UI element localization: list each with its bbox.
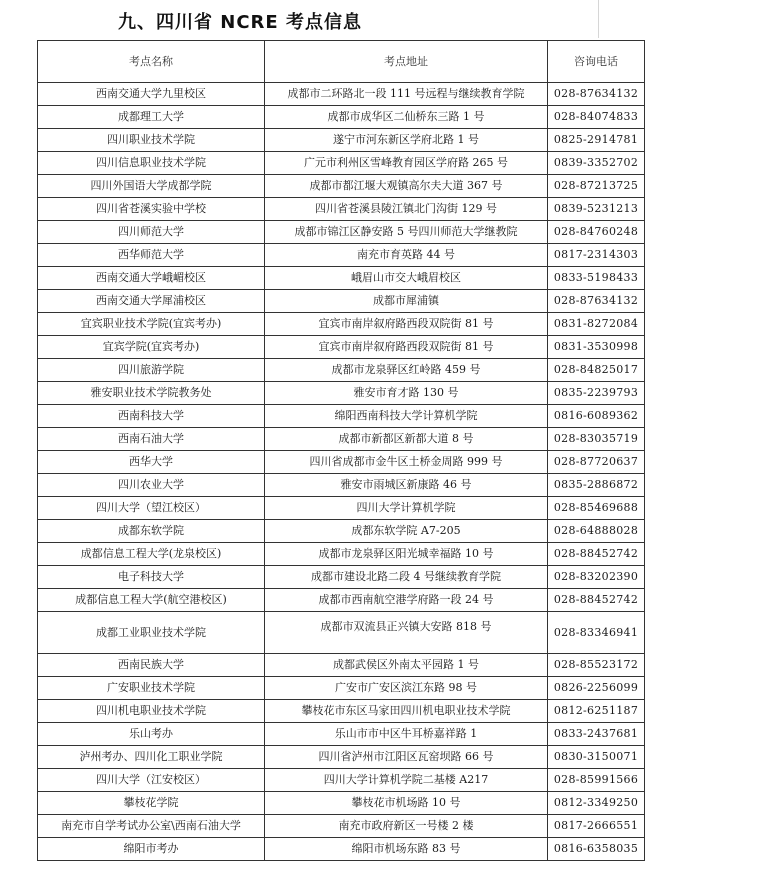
site-address-text: 成都市西南航空港学府路一段 24 号 — [318, 593, 494, 606]
site-phone-text: 0812-3349250 — [553, 796, 639, 809]
site-address-text: 宜宾市南岸叙府路西段双院街 81 号 — [318, 340, 494, 353]
header-site-address: 考点地址 — [265, 41, 548, 83]
site-address-text: 南充市育英路 44 号 — [357, 248, 455, 261]
site-address-cell — [265, 520, 548, 543]
site-name-cell — [38, 769, 265, 792]
site-address-cell — [265, 746, 548, 769]
site-name-cell — [38, 175, 265, 198]
site-phone-cell — [548, 566, 645, 589]
site-name-text: 四川师范大学 — [118, 225, 184, 238]
table-row — [38, 474, 645, 497]
site-phone-cell — [548, 405, 645, 428]
site-address-text: 成都市龙泉驿区红岭路 459 号 — [331, 363, 481, 376]
site-address-cell — [265, 336, 548, 359]
site-name-text: 广安职业技术学院 — [107, 681, 195, 694]
site-name-cell — [38, 428, 265, 451]
site-address-cell — [265, 382, 548, 405]
site-address-cell — [265, 654, 548, 677]
site-name-text: 西南民族大学 — [118, 658, 184, 671]
site-name-text: 乐山考办 — [129, 727, 173, 740]
site-name-text: 成都理工大学 — [118, 110, 184, 123]
site-address-text: 成都市双流县正兴镇大安路 818 号 — [320, 619, 492, 633]
table-row — [38, 405, 645, 428]
site-phone-cell — [548, 221, 645, 244]
site-address-text: 成都市都江堰大观镇高尔夫大道 367 号 — [309, 179, 503, 192]
site-name-cell — [38, 497, 265, 520]
table-row — [38, 566, 645, 589]
site-name-text: 西南交通大学峨嵋校区 — [96, 271, 206, 284]
site-address-text: 广安市广安区滨江东路 98 号 — [335, 681, 477, 694]
table-row — [38, 815, 645, 838]
site-name-cell — [38, 677, 265, 700]
site-name-cell — [38, 700, 265, 723]
table-header-row — [38, 41, 645, 83]
site-address-cell — [265, 700, 548, 723]
table-row — [38, 106, 645, 129]
site-phone-text: 028-84825017 — [553, 363, 639, 376]
site-phone-cell — [548, 83, 645, 106]
site-name-cell — [38, 221, 265, 244]
site-name-text: 绵阳市考办 — [123, 842, 179, 855]
site-address-text: 雅安市育才路 130 号 — [353, 386, 459, 399]
site-phone-text: 028-85523172 — [553, 658, 639, 671]
site-address-cell — [265, 815, 548, 838]
site-address-cell — [265, 313, 548, 336]
site-address-text: 成都市成华区二仙桥东三路 1 号 — [327, 110, 485, 123]
site-phone-cell — [548, 815, 645, 838]
table-row — [38, 451, 645, 474]
document-title: 九、四川省 NCRE 考点信息 — [118, 12, 362, 33]
table-row — [38, 497, 645, 520]
table-row — [38, 746, 645, 769]
header-site-name: 考点名称 — [38, 41, 265, 83]
site-name-text: 成都工业职业技术学院 — [96, 625, 206, 639]
site-address-cell — [265, 428, 548, 451]
site-phone-text: 028-87720637 — [553, 455, 639, 468]
site-phone-text: 0817-2314303 — [553, 248, 639, 261]
site-address-cell — [265, 474, 548, 497]
site-name-cell — [38, 152, 265, 175]
site-phone-cell — [548, 451, 645, 474]
site-address-text: 宜宾市南岸叙府路西段双院街 81 号 — [318, 317, 494, 330]
site-address-cell — [265, 838, 548, 861]
site-address-cell — [265, 612, 548, 654]
site-phone-cell — [548, 677, 645, 700]
site-phone-cell — [548, 746, 645, 769]
site-name-text: 四川信息职业技术学院 — [96, 156, 206, 169]
site-address-text: 成都市龙泉驿区阳光城幸福路 10 号 — [318, 547, 494, 560]
table-row — [38, 221, 645, 244]
site-name-cell — [38, 313, 265, 336]
site-phone-cell — [548, 313, 645, 336]
site-address-cell — [265, 405, 548, 428]
site-name-cell — [38, 267, 265, 290]
site-address-cell — [265, 723, 548, 746]
site-phone-text: 0825-2914781 — [553, 133, 639, 146]
site-address-cell — [265, 792, 548, 815]
site-name-text: 西华师范大学 — [118, 248, 184, 261]
site-address-text: 峨眉山市交大峨眉校区 — [351, 271, 461, 284]
site-address-cell — [265, 152, 548, 175]
site-address-cell — [265, 175, 548, 198]
table-row — [38, 612, 645, 654]
site-phone-text: 0831-3530998 — [553, 340, 639, 353]
site-address-cell — [265, 290, 548, 313]
site-address-text: 成都市二环路北一段 111 号远程与继续教育学院 — [287, 87, 525, 100]
site-name-cell — [38, 474, 265, 497]
site-phone-text: 028-64888028 — [553, 524, 639, 537]
site-phone-cell — [548, 700, 645, 723]
site-address-text: 四川省成都市金牛区土桥金周路 999 号 — [309, 455, 503, 468]
table-row — [38, 152, 645, 175]
site-phone-text: 028-88452742 — [553, 547, 639, 560]
site-phone-cell — [548, 129, 645, 152]
site-address-cell — [265, 198, 548, 221]
site-address-cell — [265, 129, 548, 152]
site-address-text: 攀枝花市机场路 10 号 — [351, 796, 461, 809]
table-row — [38, 129, 645, 152]
site-phone-cell — [548, 175, 645, 198]
site-address-text: 成都市建设北路二段 4 号继续教育学院 — [311, 570, 501, 583]
site-name-cell — [38, 290, 265, 313]
site-phone-text: 0812-6251187 — [553, 704, 639, 717]
site-address-cell — [265, 769, 548, 792]
table-row — [38, 589, 645, 612]
site-name-text: 宜宾学院(宜宾考办) — [102, 340, 200, 353]
site-address-cell — [265, 221, 548, 244]
site-name-cell — [38, 654, 265, 677]
table-row — [38, 290, 645, 313]
site-phone-text: 0835-2886872 — [553, 478, 639, 491]
exam-sites-table — [37, 40, 645, 861]
site-phone-cell — [548, 244, 645, 267]
site-name-cell — [38, 838, 265, 861]
site-phone-text: 0816-6089362 — [553, 409, 639, 422]
site-name-text: 雅安职业技术学院教务处 — [90, 386, 212, 399]
site-name-text: 四川旅游学院 — [118, 363, 184, 376]
site-phone-text: 028-84760248 — [553, 225, 639, 238]
site-phone-cell — [548, 198, 645, 221]
site-phone-cell — [548, 792, 645, 815]
site-name-cell — [38, 566, 265, 589]
site-name-text: 西华大学 — [129, 455, 173, 468]
site-phone-cell — [548, 520, 645, 543]
site-phone-cell — [548, 106, 645, 129]
table-row — [38, 83, 645, 106]
site-phone-cell — [548, 769, 645, 792]
site-name-cell — [38, 543, 265, 566]
site-name-text: 宜宾职业技术学院(宜宾考办) — [80, 317, 222, 330]
site-address-cell — [265, 359, 548, 382]
site-phone-text: 0833-5198433 — [553, 271, 639, 284]
site-name-cell — [38, 106, 265, 129]
site-address-cell — [265, 677, 548, 700]
site-name-cell — [38, 336, 265, 359]
site-name-text: 西南石油大学 — [118, 432, 184, 445]
site-phone-cell — [548, 589, 645, 612]
site-address-cell — [265, 543, 548, 566]
site-phone-text: 028-83346941 — [553, 625, 639, 639]
site-name-cell — [38, 589, 265, 612]
table-row — [38, 198, 645, 221]
site-address-text: 成都市犀浦镇 — [373, 294, 439, 307]
header-phone: 咨询电话 — [548, 41, 645, 83]
site-name-cell — [38, 405, 265, 428]
site-address-text: 绵阳西南科技大学计算机学院 — [334, 409, 478, 422]
site-phone-text: 0826-2256099 — [553, 681, 639, 694]
site-phone-cell — [548, 612, 645, 654]
site-phone-text: 028-85991566 — [553, 773, 639, 786]
site-address-cell — [265, 267, 548, 290]
site-name-cell — [38, 723, 265, 746]
site-phone-text: 028-87634132 — [553, 294, 639, 307]
site-address-text: 遂宁市河东新区学府北路 1 号 — [333, 133, 479, 146]
site-name-cell — [38, 382, 265, 405]
page-edge-divider — [598, 0, 599, 38]
site-address-text: 乐山市市中区牛耳桥嘉祥路 1 — [334, 727, 478, 740]
site-phone-cell — [548, 359, 645, 382]
site-name-cell — [38, 612, 265, 654]
site-phone-cell — [548, 497, 645, 520]
site-phone-text: 028-87634132 — [553, 87, 639, 100]
site-phone-cell — [548, 654, 645, 677]
site-name-text: 西南交通大学九里校区 — [96, 87, 206, 100]
site-name-text: 西南交通大学犀浦校区 — [96, 294, 206, 307]
site-phone-cell — [548, 428, 645, 451]
table-row — [38, 267, 645, 290]
site-name-text: 四川大学（江安校区） — [96, 773, 206, 786]
site-phone-text: 0835-2239793 — [553, 386, 639, 399]
site-phone-text: 0817-2666551 — [553, 819, 639, 832]
site-address-text: 成都东软学院 A7-205 — [351, 524, 461, 537]
site-phone-text: 028-87213725 — [553, 179, 639, 192]
table-row — [38, 175, 645, 198]
site-phone-text: 028-84074833 — [553, 110, 639, 123]
site-name-text: 四川职业技术学院 — [107, 133, 195, 146]
table-row — [38, 382, 645, 405]
table-row — [38, 654, 645, 677]
site-name-cell — [38, 815, 265, 838]
site-address-cell — [265, 497, 548, 520]
site-phone-cell — [548, 152, 645, 175]
site-address-text: 成都市新都区新都大道 8 号 — [338, 432, 474, 445]
site-name-cell — [38, 520, 265, 543]
site-address-cell — [265, 83, 548, 106]
site-name-cell — [38, 83, 265, 106]
site-phone-cell — [548, 543, 645, 566]
site-phone-text: 0839-3352702 — [553, 156, 639, 169]
site-name-text: 四川大学（望江校区） — [96, 501, 206, 514]
site-name-text: 西南科技大学 — [118, 409, 184, 422]
table-row — [38, 543, 645, 566]
site-name-text: 四川机电职业技术学院 — [96, 704, 206, 717]
site-address-text: 四川大学计算机学院 — [356, 501, 456, 514]
site-address-cell — [265, 244, 548, 267]
site-address-text: 雅安市雨城区新康路 46 号 — [340, 478, 472, 491]
site-name-text: 泸州考办、四川化工职业学院 — [79, 750, 223, 763]
site-address-cell — [265, 451, 548, 474]
site-phone-text: 0830-3150071 — [553, 750, 639, 763]
site-name-cell — [38, 129, 265, 152]
site-address-text: 成都武侯区外南太平园路 1 号 — [333, 658, 479, 671]
site-name-text: 南充市自学考试办公室\西南石油大学 — [61, 819, 241, 832]
site-phone-text: 0833-2437681 — [553, 727, 639, 740]
site-phone-text: 028-83035719 — [553, 432, 639, 445]
site-name-cell — [38, 792, 265, 815]
table-row — [38, 700, 645, 723]
site-address-text: 成都市锦江区静安路 5 号四川师范大学继教院 — [294, 225, 518, 238]
table-row — [38, 428, 645, 451]
site-phone-text: 0839-5231213 — [553, 202, 639, 215]
table-row — [38, 244, 645, 267]
site-address-text: 四川省泸州市江阳区瓦窑坝路 66 号 — [318, 750, 494, 763]
table-row — [38, 792, 645, 815]
table-row — [38, 769, 645, 792]
site-name-text: 四川外国语大学成都学院 — [90, 179, 212, 192]
site-phone-cell — [548, 723, 645, 746]
site-phone-cell — [548, 267, 645, 290]
table-row — [38, 359, 645, 382]
table-row — [38, 677, 645, 700]
site-address-cell — [265, 589, 548, 612]
site-phone-cell — [548, 290, 645, 313]
table-row — [38, 520, 645, 543]
site-phone-text: 028-83202390 — [553, 570, 639, 583]
site-phone-cell — [548, 382, 645, 405]
site-name-cell — [38, 746, 265, 769]
site-address-text: 广元市利州区雪峰教育园区学府路 265 号 — [304, 156, 508, 169]
table-row — [38, 313, 645, 336]
site-phone-cell — [548, 474, 645, 497]
site-name-text: 四川省苍溪实验中学校 — [96, 202, 206, 215]
site-address-cell — [265, 566, 548, 589]
site-name-text: 成都信息工程大学(龙泉校区) — [80, 547, 222, 560]
site-address-text: 四川省苍溪县陵江镇北门沟街 129 号 — [315, 202, 497, 215]
site-name-text: 成都东软学院 — [118, 524, 184, 537]
site-phone-text: 028-88452742 — [553, 593, 639, 606]
site-name-text: 攀枝花学院 — [123, 796, 179, 809]
site-name-cell — [38, 359, 265, 382]
table-row — [38, 838, 645, 861]
site-phone-cell — [548, 838, 645, 861]
site-phone-text: 0816-6358035 — [553, 842, 639, 855]
site-address-text: 攀枝花市东区马家田四川机电职业技术学院 — [301, 704, 511, 717]
site-name-text: 电子科技大学 — [118, 570, 184, 583]
site-name-cell — [38, 244, 265, 267]
site-name-cell — [38, 198, 265, 221]
site-address-cell — [265, 106, 548, 129]
site-name-cell — [38, 451, 265, 474]
site-address-text: 四川大学计算机学院二基楼 A217 — [323, 773, 489, 786]
site-name-text: 四川农业大学 — [118, 478, 184, 491]
table-row — [38, 723, 645, 746]
site-address-text: 绵阳市机场东路 83 号 — [351, 842, 461, 855]
table-row — [38, 336, 645, 359]
site-phone-text: 0831-8272084 — [553, 317, 639, 330]
site-phone-cell — [548, 336, 645, 359]
site-phone-text: 028-85469688 — [553, 501, 639, 514]
site-name-text: 成都信息工程大学(航空港校区) — [75, 593, 227, 606]
site-address-text: 南充市政府新区一号楼 2 楼 — [338, 819, 474, 832]
